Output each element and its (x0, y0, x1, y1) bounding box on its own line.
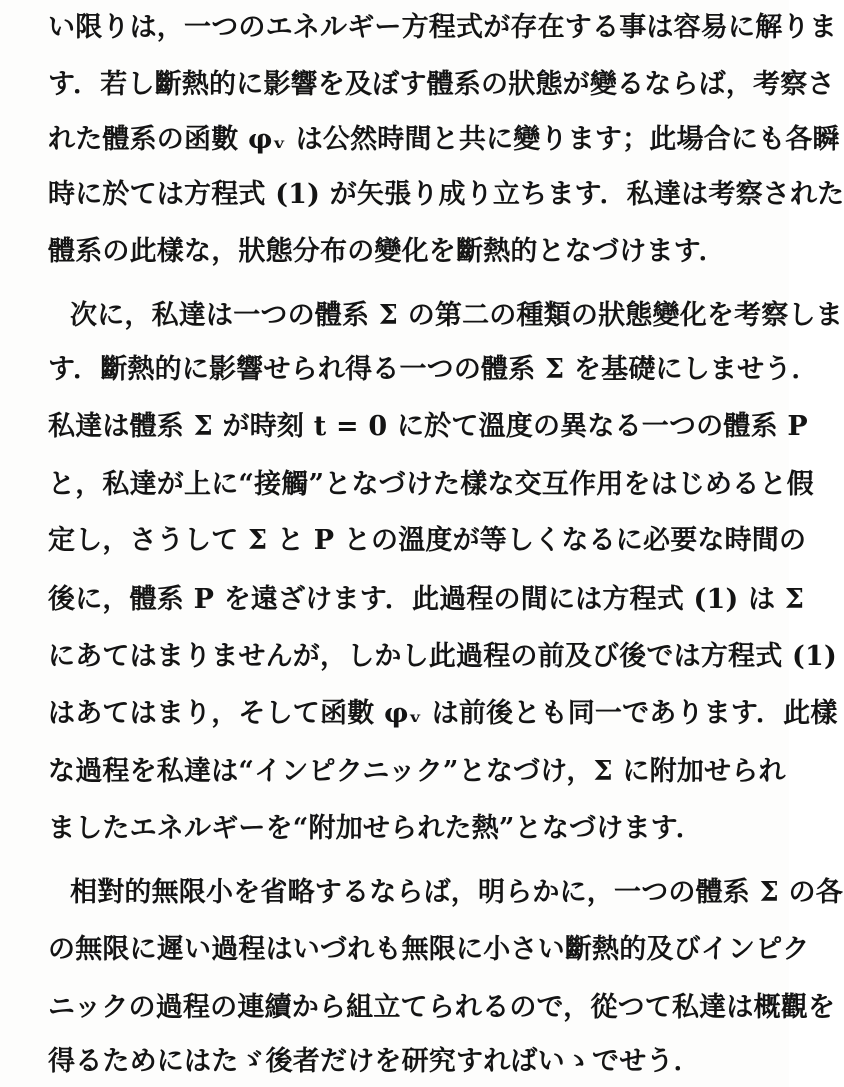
text-line: 相對的無限小を省略するならば，明らかに，一つの體系 Σ の各 (70, 877, 843, 908)
text-line: と，私達が上に“接觸”となづけた樣な交互作用をはじめると假 (48, 469, 814, 500)
text-line: 體系の此樣な，狀態分布の變化を斷熱的となづけます． (48, 236, 726, 267)
text-line: 私達は體系 Σ が時刻 t = 0 に於て溫度の異なる一つの體系 P (48, 411, 808, 442)
text-line: ましたエネルギーを“附加せられた熱”となづけます． (48, 813, 703, 844)
text-line: す．若し斷熱的に影響を及ぼす體系の狀態が變るならば，考察さ (48, 69, 835, 100)
text-line: 時に於ては方程式 (1) が矢張り成り立ちます．私達は考察された (48, 179, 844, 210)
text-line: な過程を私達は“インピクニック”となづけ，Σ に附加せられ (48, 756, 786, 787)
text-line: 後に，體系 P を遠ざけます．此過程の間には方程式 (1) は Σ (48, 584, 805, 615)
text-line: い限りは，一つのエネルギー方程式が存在する事は容易に解りま (48, 12, 837, 43)
text-line: 定し，さうして Σ と P との溫度が等しくなるに必要な時間の (48, 525, 807, 556)
text-line: す．斷熱的に影響せられ得る一つの體系 Σ を基礎にしませう． (48, 354, 819, 385)
text-line: ニックの過程の連續から組立てられるので，從つて私達は概觀を (48, 992, 836, 1023)
text-line: 得るためにはたゞ後者だけを研究すればいゝでせう． (48, 1046, 701, 1077)
text-line: の無限に遲い過程はいづれも無限に小さい斷熱的及びインピク (48, 934, 810, 965)
text-line: はあてはまり，そして函數 φᵥ は前後とも同一であります．此樣 (48, 698, 838, 729)
text-line: 次に，私達は一つの體系 Σ の第二の種類の狀態變化を考察しま (70, 300, 843, 331)
text-line: にあてはまりませんが，しかし此過程の前及び後では方程式 (1) (48, 641, 837, 672)
text-line: れた體系の函數 φᵥ は公然時間と共に變ります；此場合にも各瞬 (48, 124, 840, 155)
